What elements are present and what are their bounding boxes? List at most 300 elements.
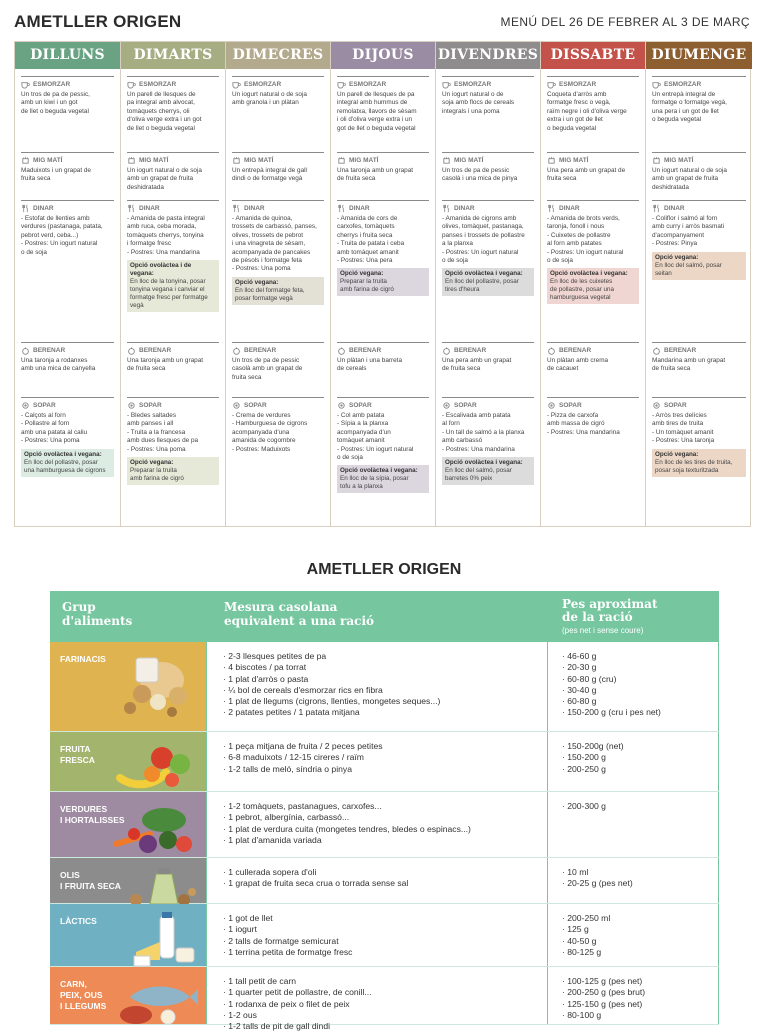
meal-title bbox=[337, 200, 429, 213]
apple-icon bbox=[232, 346, 241, 355]
meal-dinar bbox=[337, 200, 429, 296]
measure-cell bbox=[206, 904, 548, 966]
meal-title bbox=[337, 397, 429, 410]
meal-text: Un iogurt natural o de soja amb un grapat de fruita deshidratada bbox=[127, 167, 202, 191]
measure-item: · 1-2 ous bbox=[223, 1009, 257, 1020]
alternative-option bbox=[232, 277, 324, 305]
day-column bbox=[436, 42, 541, 526]
measure-item: · 1 pebrot, albergínia, carbassó... bbox=[223, 812, 350, 823]
meal-esmorzar bbox=[232, 76, 324, 108]
meal-sopar bbox=[652, 397, 746, 477]
weight-item: · 200-300 g bbox=[562, 801, 606, 811]
meal-text: Una taronja amb un grapat de fruita seca bbox=[337, 167, 414, 183]
measure-item: · 4 biscotes / pa torrat bbox=[223, 662, 307, 673]
alternative-option bbox=[547, 268, 639, 304]
weight-item: · 125 g bbox=[562, 924, 589, 935]
meal-sopar bbox=[337, 397, 429, 493]
alternative-title: Opció ovolàctea i de vegana: bbox=[130, 262, 192, 278]
meal-mig-mati bbox=[232, 152, 324, 184]
meal-title bbox=[442, 342, 534, 355]
meal-mig-mati bbox=[21, 152, 114, 184]
meal-title bbox=[232, 200, 324, 213]
food-illustration-icon bbox=[114, 740, 200, 797]
meal-text: Un iogurt natural o de soja amb un grapat de fruita deshidratada bbox=[652, 167, 727, 191]
meal-text: Un tros de pa de pessic, amb un kiwi i un got de llet o beguda vegetal bbox=[21, 91, 90, 115]
cutlery-icon bbox=[21, 204, 30, 213]
measure-item: · 1 quarter petit de pollastre, de conill... bbox=[223, 987, 372, 998]
meal-text: Maduixots i un grapat de fruita seca bbox=[21, 167, 91, 183]
food-group-label: FRUITA FRESCA bbox=[60, 744, 95, 765]
meal-label: SOPAR bbox=[244, 402, 267, 409]
meal-label: MIG MATÍ bbox=[33, 157, 63, 164]
meal-title bbox=[127, 76, 219, 89]
meal-text: - Amanida de pasta integral amb ruca, ceba morada, tomàquets cherrys, tonyina i formatge fresc - Postres: Una mandarina bbox=[127, 215, 205, 256]
meal-esmorzar bbox=[127, 76, 219, 133]
meal-text: Un parell de llesques de pa integral amb hummus de remolatxa, llavors de sèsam i oli d'oliva verge extra i un got de llet o beguda vegetal bbox=[337, 91, 417, 132]
meal-berenar bbox=[442, 342, 534, 374]
apple-icon bbox=[547, 346, 556, 355]
meal-label: ESMORZAR bbox=[139, 81, 177, 88]
alternative-text: En lloc del formatge feta, posar formatge vegà bbox=[235, 286, 305, 302]
meal-text: Una taronja amb un grapat de fruita seca bbox=[127, 357, 204, 373]
meal-label: ESMORZAR bbox=[664, 81, 702, 88]
food-illustration-icon bbox=[110, 975, 200, 1030]
weight-item: · 200-250 g (pes brut) bbox=[562, 987, 646, 998]
meal-sopar bbox=[442, 397, 534, 485]
meal-label: BERENAR bbox=[349, 347, 382, 354]
measure-cell bbox=[206, 642, 548, 731]
meal-label: SOPAR bbox=[454, 402, 477, 409]
meal-label: BERENAR bbox=[139, 347, 172, 354]
cup-icon bbox=[442, 80, 451, 89]
meal-text: - Amanida de cigrons amb olives, tomàquet, pastanaga, panses i trossets de pollastre a la planxa - Postres: Un iogurt natural o de soja bbox=[442, 215, 525, 265]
alternative-text: En lloc de les tires de truita, posar soja texturitzada bbox=[655, 458, 733, 474]
meal-label: DINAR bbox=[244, 205, 265, 212]
meal-text: Un entrepà integral de gall dindi o de formatge vegà bbox=[232, 167, 307, 183]
apple-icon bbox=[21, 346, 30, 355]
meal-label: ESMORZAR bbox=[349, 81, 387, 88]
table-row bbox=[50, 904, 719, 967]
measure-item: · 1 plat de verdura cuita (mongetes tendres, bledes o espinacs...) bbox=[223, 823, 471, 834]
meal-text: Un iogurt natural o de soja amb flocs de cereals integrals i una poma bbox=[442, 91, 515, 115]
meal-label: MIG MATÍ bbox=[559, 157, 589, 164]
meal-text: Una taronja a rodanxes amb una mica de canyella bbox=[21, 357, 96, 373]
meal-dinar bbox=[232, 200, 324, 305]
meal-title bbox=[442, 152, 534, 165]
snack-icon bbox=[652, 156, 661, 165]
meal-label: BERENAR bbox=[454, 347, 487, 354]
weight-cell bbox=[548, 904, 719, 966]
measure-item: · 1 cullerada sopera d'oli bbox=[223, 867, 317, 877]
meal-label: BERENAR bbox=[33, 347, 66, 354]
meal-esmorzar bbox=[337, 76, 429, 133]
meal-dinar bbox=[127, 200, 219, 312]
meal-dinar bbox=[547, 200, 639, 304]
alternative-text: En lloc del salmó, posar barretes 0% peix bbox=[445, 467, 512, 483]
meal-text: Coqueta d'arròs amb formatge fresc o vegà, raïm negre i oli d'oliva verge extra i un got de llet o beguda vegetal bbox=[547, 91, 627, 132]
meal-mig-mati bbox=[127, 152, 219, 192]
day-column bbox=[646, 42, 752, 526]
cup-icon bbox=[127, 80, 136, 89]
measure-item: · 1 grapat de fruita seca crua o torrada sense sal bbox=[223, 878, 409, 889]
weight-item: · 60-80 g (cru) bbox=[562, 673, 617, 684]
meal-text: Un entrepà integral de formatge o formatge vegà, una pera i un got de llet o beguda vegetal bbox=[652, 91, 727, 124]
meal-title bbox=[232, 76, 324, 89]
weight-item: · 20-25 g (pes net) bbox=[562, 878, 633, 889]
meal-mig-mati bbox=[337, 152, 429, 184]
food-illustration-icon bbox=[126, 912, 200, 973]
alternative-title: Opció ovolàctea i vegana: bbox=[445, 270, 523, 278]
alternative-text: En lloc de les cuixetes de pollastre, posar una hamburguesa vegetal bbox=[550, 278, 615, 302]
meal-label: SOPAR bbox=[349, 402, 372, 409]
meal-title bbox=[337, 76, 429, 89]
portions-title: AMETLLER ORIGEN bbox=[306, 561, 462, 578]
alternative-title: Opció vegana: bbox=[340, 270, 384, 278]
meal-text: Una pera amb un grapat de fruita seca bbox=[442, 357, 512, 373]
apple-icon bbox=[127, 346, 136, 355]
cup-icon bbox=[232, 80, 241, 89]
snack-icon bbox=[547, 156, 556, 165]
cutlery-icon bbox=[652, 204, 661, 213]
meal-title bbox=[127, 200, 219, 213]
table-body bbox=[50, 642, 719, 1032]
weight-item: · 200-250 g bbox=[562, 763, 606, 774]
meal-text: - Amanida de brots verds, taronja, fonoll i nous - Cuixetes de pollastre al forn amb patates - Postres: Un iogurt natural o de soja bbox=[547, 215, 624, 265]
header-weight-note: (pes net i sense coure) bbox=[562, 626, 644, 635]
alternative-text: En lloc de la tonyina, posar tonyina vegana i canviar el formatge fresc per formatge vegà bbox=[130, 278, 208, 310]
measure-item: · 1 plat d'amanida variada bbox=[223, 834, 322, 845]
meal-label: SOPAR bbox=[559, 402, 582, 409]
alternative-text: En lloc del salmó, posar seitan bbox=[655, 261, 722, 277]
meal-title bbox=[547, 342, 639, 355]
meal-berenar bbox=[652, 342, 746, 374]
meal-text: Mandarina amb un grapat de fruita seca bbox=[652, 357, 726, 373]
alternative-text: En lloc del pollastre, posar una hamburguesa de cigrons bbox=[24, 458, 106, 474]
day-header: DISSABTE bbox=[541, 42, 645, 69]
alternative-option bbox=[127, 457, 219, 485]
meal-text: Una pera amb un grapat de fruita seca bbox=[547, 167, 626, 183]
measure-item: · 1 rodanxa de peix o filet de peix bbox=[223, 998, 350, 1009]
meal-title bbox=[232, 397, 324, 410]
snack-icon bbox=[21, 156, 30, 165]
meal-label: MIG MATÍ bbox=[349, 157, 379, 164]
day-header: DIUMENGE bbox=[646, 42, 752, 69]
meal-esmorzar bbox=[547, 76, 639, 133]
meal-label: DINAR bbox=[664, 205, 685, 212]
meal-title bbox=[127, 342, 219, 355]
alternative-option bbox=[652, 252, 746, 280]
weekly-menu bbox=[14, 41, 751, 527]
header-group: Grup d'aliments bbox=[62, 600, 133, 628]
measure-cell bbox=[206, 858, 548, 903]
day-column bbox=[226, 42, 331, 526]
meal-esmorzar bbox=[21, 76, 114, 116]
measure-item: · 1 terrina petita de formatge fresc bbox=[223, 946, 353, 957]
meal-label: SOPAR bbox=[139, 402, 162, 409]
meal-text: Un plàtan i una barreta de cereals bbox=[337, 357, 403, 373]
weight-cell bbox=[548, 967, 719, 1024]
plate-icon bbox=[442, 401, 451, 410]
meal-title bbox=[337, 152, 429, 165]
meal-title bbox=[652, 152, 746, 165]
alternative-title: Opció ovolàctea i vegana: bbox=[340, 467, 418, 475]
weight-item: · 80-125 g bbox=[562, 946, 602, 957]
weight-item: · 20-30 g bbox=[562, 662, 597, 673]
weight-item: · 46-60 g bbox=[562, 651, 597, 661]
day-header: DIJOUS bbox=[331, 42, 435, 69]
day-column bbox=[15, 42, 121, 526]
day-header: DIMECRES bbox=[226, 42, 330, 69]
measure-cell bbox=[206, 732, 548, 791]
alternative-title: Opció ovolàctea i vegana: bbox=[24, 450, 102, 458]
measure-cell bbox=[206, 967, 548, 1032]
alternative-option bbox=[652, 449, 746, 477]
alternative-title: Opció ovolàctea i vegana: bbox=[445, 459, 523, 467]
weight-item: · 125-150 g (pes net) bbox=[562, 998, 643, 1009]
cup-icon bbox=[337, 80, 346, 89]
meal-esmorzar bbox=[442, 76, 534, 116]
day-column bbox=[331, 42, 436, 526]
alternative-title: Opció ovolàctea i vegana: bbox=[550, 270, 628, 278]
weight-cell bbox=[548, 792, 719, 857]
meal-label: MIG MATÍ bbox=[664, 157, 694, 164]
measure-item: · 1 tall petit de carn bbox=[223, 976, 297, 986]
day-header: DIVENDRES bbox=[436, 42, 540, 69]
day-column bbox=[541, 42, 646, 526]
cup-icon bbox=[652, 80, 661, 89]
weight-item: · 40-50 g bbox=[562, 935, 597, 946]
meal-text: - Estofat de llenties amb verdures (pastanaga, patata, pebrot verd, ceba...) - Postres: Un iogurt natural o de soja bbox=[21, 215, 103, 256]
meal-title bbox=[127, 397, 219, 410]
meal-label: MIG MATÍ bbox=[244, 157, 274, 164]
day-column bbox=[121, 42, 226, 526]
header-weight bbox=[548, 591, 719, 642]
meal-title bbox=[337, 342, 429, 355]
apple-icon bbox=[652, 346, 661, 355]
plate-icon bbox=[547, 401, 556, 410]
snack-icon bbox=[337, 156, 346, 165]
meal-dinar bbox=[21, 200, 114, 257]
meal-label: MIG MATÍ bbox=[454, 157, 484, 164]
cutlery-icon bbox=[337, 204, 346, 213]
meal-text: Un tros de pa de pessic casolà i una mica de pinya bbox=[442, 167, 518, 183]
meal-berenar bbox=[337, 342, 429, 374]
cup-icon bbox=[21, 80, 30, 89]
alternative-title: Opció vegana: bbox=[655, 450, 699, 458]
weight-item: · 60-80 g bbox=[562, 696, 597, 707]
day-header: DIMARTS bbox=[121, 42, 225, 69]
meal-label: BERENAR bbox=[559, 347, 592, 354]
meal-text: - Col amb patata - Sípia a la planxa acompanyada d'un tomàquet amanit - Postres: Un iogurt natural o de soja bbox=[337, 412, 414, 462]
meal-title bbox=[232, 342, 324, 355]
meal-label: SOPAR bbox=[664, 402, 687, 409]
day-header: DILLUNS bbox=[15, 42, 120, 69]
alternative-text: En lloc de la sípia, posar tofu a la planxa bbox=[340, 475, 409, 491]
meal-mig-mati bbox=[547, 152, 639, 184]
meal-title bbox=[547, 200, 639, 213]
food-group-cell bbox=[50, 732, 206, 791]
measure-item: · 1 peça mitjana de fruita / 2 peces petites bbox=[223, 741, 383, 751]
meal-label: ESMORZAR bbox=[244, 81, 282, 88]
meal-text: - Crema de verdures - Hamburguesa de cigrons acompanyada d'una amanida de cogombre - Postres: Maduixots bbox=[232, 412, 308, 453]
meal-title bbox=[652, 200, 746, 213]
meal-text: Un iogurt natural o de soja amb granola i un plàtan bbox=[232, 91, 307, 107]
meal-label: MIG MATÍ bbox=[139, 157, 169, 164]
food-group-cell bbox=[50, 858, 206, 903]
food-group-label: CARN, PEIX, OUS I LLEGUMS bbox=[60, 979, 107, 1011]
meal-mig-mati bbox=[652, 152, 746, 192]
measure-item: · ¼ bol de cereals d'esmorzar rics en fibra bbox=[223, 684, 383, 695]
plate-icon bbox=[652, 401, 661, 410]
weight-item: · 150-200 g (cru i pes net) bbox=[562, 707, 661, 718]
alternative-option bbox=[442, 457, 534, 485]
food-group-label: FARINACIS bbox=[60, 654, 106, 664]
meal-title bbox=[547, 152, 639, 165]
meal-label: ESMORZAR bbox=[33, 81, 71, 88]
plate-icon bbox=[232, 401, 241, 410]
meal-title bbox=[442, 76, 534, 89]
meal-sopar bbox=[21, 397, 114, 477]
measure-item: · 1-2 talls de meló, síndria o pinya bbox=[223, 763, 352, 774]
meal-label: BERENAR bbox=[244, 347, 277, 354]
meal-title bbox=[442, 397, 534, 410]
cutlery-icon bbox=[127, 204, 136, 213]
table-row bbox=[50, 967, 719, 1032]
meal-text: - Escalivada amb patata al forn - Un tall de salmó a la planxa amb carbassó - Postres: Una mandarina bbox=[442, 412, 525, 453]
meal-text: - Arròs tres delícies amb tires de truita - Un tomàquet amanit - Postres: Una taronja bbox=[652, 412, 715, 445]
meal-title bbox=[127, 152, 219, 165]
food-group-label: VERDURES I HORTALISSES bbox=[60, 804, 125, 825]
alternative-title: Opció vegana: bbox=[130, 459, 174, 467]
measure-item: · 1 iogurt bbox=[223, 924, 257, 935]
food-illustration-icon bbox=[114, 650, 200, 723]
table-header bbox=[50, 591, 719, 642]
measure-item: · 1-2 tomàquets, pastanagues, carxofes... bbox=[223, 801, 382, 811]
weight-item: · 150-200 g bbox=[562, 752, 606, 763]
measure-item: · 2 patates petites / 1 patata mitjana bbox=[223, 707, 360, 718]
cutlery-icon bbox=[547, 204, 556, 213]
brand-title: AMETLLER ORIGEN bbox=[14, 12, 182, 31]
weight-item: · 200-250 ml bbox=[562, 913, 611, 923]
table-row bbox=[50, 642, 719, 732]
meal-label: DINAR bbox=[559, 205, 580, 212]
food-group-cell bbox=[50, 792, 206, 857]
snack-icon bbox=[127, 156, 136, 165]
header-measure: Mesura casolana equivalent a una ració bbox=[224, 600, 375, 628]
meal-sopar bbox=[547, 397, 639, 437]
measure-item: · 2-3 llesques petites de pa bbox=[223, 651, 327, 661]
food-illustration-icon bbox=[108, 800, 200, 863]
alternative-option bbox=[21, 449, 114, 477]
meal-label: DINAR bbox=[454, 205, 475, 212]
snack-icon bbox=[232, 156, 241, 165]
meal-title bbox=[442, 200, 534, 213]
table-row bbox=[50, 792, 719, 858]
alternative-option bbox=[442, 268, 534, 296]
meal-berenar bbox=[547, 342, 639, 374]
weight-item: · 80-100 g bbox=[562, 1009, 602, 1020]
plate-icon bbox=[337, 401, 346, 410]
meal-berenar bbox=[21, 342, 114, 374]
measure-item: · 1-2 talls de pit de gall dindi bbox=[223, 1021, 331, 1032]
meal-title bbox=[652, 342, 746, 355]
meal-berenar bbox=[127, 342, 219, 374]
plate-icon bbox=[21, 401, 30, 410]
meal-text: - Coliflor i salmó al forn amb curry i arròs basmati d'acompanyament - Postres: Pinya bbox=[652, 215, 725, 248]
meal-text: Un plàtan amb crema de cacauet bbox=[547, 357, 609, 373]
alternative-text: Preparar la truita amb farina de cigró bbox=[340, 278, 394, 294]
meal-title bbox=[232, 152, 324, 165]
menu-dates: MENÚ DEL 26 DE FEBRER AL 3 DE MARÇ bbox=[500, 15, 750, 29]
table-row bbox=[50, 732, 719, 792]
meal-title bbox=[652, 76, 746, 89]
weight-cell bbox=[548, 732, 719, 791]
plate-icon bbox=[127, 401, 136, 410]
measure-item: · 1 got de llet bbox=[223, 913, 273, 923]
alternative-title: Opció vegana: bbox=[235, 278, 279, 286]
meal-text: Un tros de pa de pessic casolà amb un grapat de fruita seca bbox=[232, 357, 303, 381]
measure-cell bbox=[206, 792, 548, 857]
meal-text: - Bledes saltades amb panses i all - Truita a la francesa amb dues llesques de pa - Postres: Una poma bbox=[127, 412, 199, 453]
meal-text: - Amanida de cors de carxofes, tomàquets cherrys i fruita seca - Truita de patata i ceba amb tomàquet amanit - Postres: Una pera bbox=[337, 215, 405, 265]
meal-title bbox=[21, 200, 114, 213]
meal-sopar bbox=[127, 397, 219, 485]
meal-label: BERENAR bbox=[664, 347, 697, 354]
food-group-label: OLIS I FRUITA SECA bbox=[60, 870, 121, 891]
apple-icon bbox=[337, 346, 346, 355]
meal-label: ESMORZAR bbox=[454, 81, 492, 88]
measure-item: · 6-8 maduixots / 12-15 cireres / raïm bbox=[223, 752, 364, 763]
snack-icon bbox=[442, 156, 451, 165]
weight-item: · 30-40 g bbox=[562, 684, 597, 695]
food-group-cell bbox=[50, 904, 206, 966]
meal-mig-mati bbox=[442, 152, 534, 184]
meal-label: SOPAR bbox=[33, 402, 56, 409]
weight-item: · 150-200g (net) bbox=[562, 741, 624, 751]
table-row bbox=[50, 858, 719, 904]
cutlery-icon bbox=[442, 204, 451, 213]
meal-label: ESMORZAR bbox=[559, 81, 597, 88]
cutlery-icon bbox=[232, 204, 241, 213]
meal-esmorzar bbox=[652, 76, 746, 125]
food-group-cell bbox=[50, 967, 206, 1024]
apple-icon bbox=[442, 346, 451, 355]
meal-label: DINAR bbox=[349, 205, 370, 212]
alternative-title: Opció vegana: bbox=[655, 253, 699, 261]
alternative-text: En lloc del pollastre, posar tires d'heura bbox=[445, 278, 519, 294]
alternative-option bbox=[337, 268, 429, 296]
meal-title bbox=[21, 76, 114, 89]
header-weight-label: Pes aproximat de la ració bbox=[562, 597, 658, 624]
weight-item: · 100-125 g (pes net) bbox=[562, 976, 643, 986]
meal-dinar bbox=[652, 200, 746, 280]
meal-sopar bbox=[232, 397, 324, 454]
alternative-option bbox=[337, 465, 429, 493]
weight-cell bbox=[548, 642, 719, 731]
alternative-text: Preparar la truita amb farina de cigró bbox=[130, 467, 184, 483]
meal-title bbox=[21, 397, 114, 410]
meal-label: DINAR bbox=[139, 205, 160, 212]
meal-text: - Calçots al forn - Pollastre al forn amb una patata al caliu - Postres: Una poma bbox=[21, 412, 88, 445]
food-group-cell bbox=[50, 642, 206, 731]
meal-text: - Pizza de carxofa amb massa de cigró - Postres: Una mandarina bbox=[547, 412, 620, 436]
meal-title bbox=[547, 76, 639, 89]
meal-label: DINAR bbox=[33, 205, 54, 212]
meal-title bbox=[547, 397, 639, 410]
portions-table bbox=[50, 591, 719, 1032]
meal-title bbox=[21, 152, 114, 165]
weight-cell bbox=[548, 858, 719, 903]
